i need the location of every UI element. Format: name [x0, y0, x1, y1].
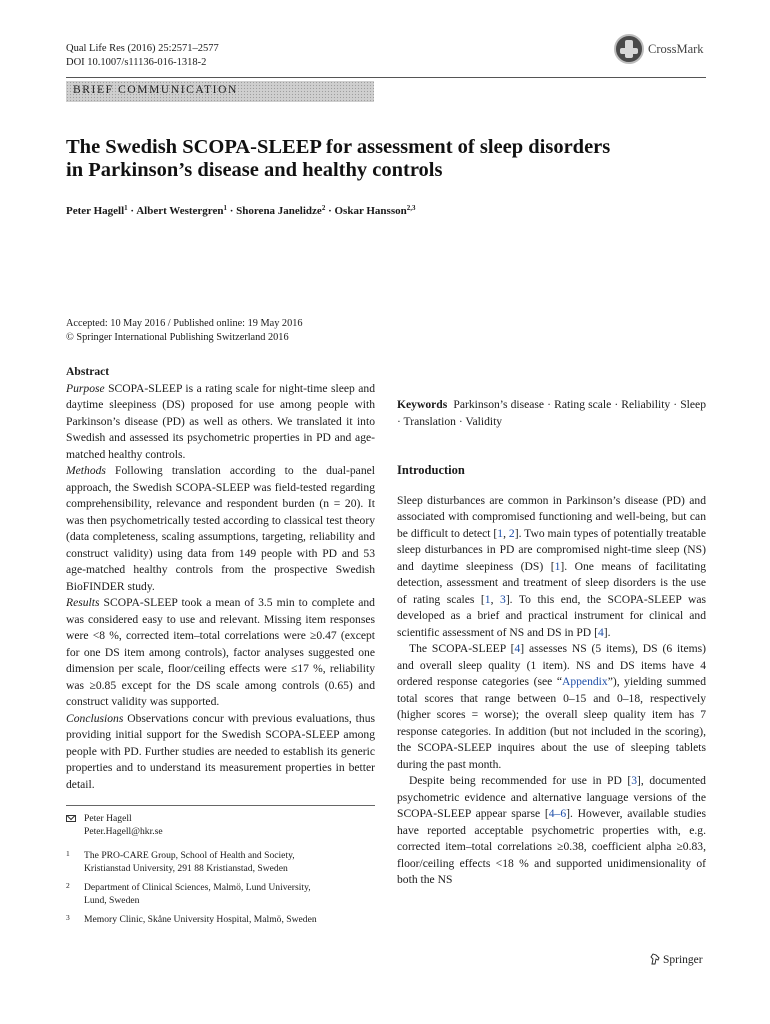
author-name[interactable]: Peter Hagell [66, 205, 125, 217]
author-affiliation: 2 [321, 204, 326, 212]
methods-label: Methods [66, 464, 106, 477]
publisher-name: Springer [663, 954, 703, 966]
affiliation-number: 1 [66, 849, 70, 858]
results-text: SCOPA-SLEEP took a mean of 3.5 min to complete and was considered easy to use and relevant. Missing item responses were <8 %, corrected item–total correlations were ≥0.47 (except for one DS item among controls), factor analyses suggested one dimension per scale, floor/ceiling effects were ≤17 %, reliability was ≥0.85 except for the DS scale among controls (0.65) and construct validity was supported. [66, 596, 375, 708]
author-affiliation: 2,3 [406, 204, 416, 212]
abstract-results [66, 595, 375, 711]
keywords-text: Parkinson’s disease · Rating scale · Reliability · Sleep · Translation · Validity [397, 398, 706, 428]
abstract-purpose [66, 381, 375, 464]
abstract [66, 364, 375, 793]
envelope-icon [66, 815, 76, 822]
journal-header [66, 42, 219, 70]
journal-citation: Qual Life Res (2016) 25:2571–2577 [66, 43, 219, 54]
affiliation-number: 2 [66, 881, 70, 890]
section-label: BRIEF COMMUNICATION [73, 84, 238, 96]
author-name[interactable]: Oskar Hansson [334, 205, 407, 217]
introduction-heading: Introduction [397, 463, 465, 477]
text: ], documented psychometric evidence and alternative language versions of the SCOPA-SLEEP appear sparse [ [397, 774, 706, 820]
author-list [66, 204, 415, 217]
abstract-conclusions [66, 711, 375, 794]
citation-link[interactable]: 3 [631, 774, 638, 787]
affiliation-line: The PRO-CARE Group, School of Health and Society, [84, 850, 295, 861]
text: ]. However, available studies have reported acceptable psychometric properties with, e.g. corrected item–total correlations ≥0.38, coefficient alpha ≥0.83, floor/ceiling effects <18 % and supported unidimensionality of both the NS [397, 807, 706, 886]
title-line-2: in Parkinson’s disease and healthy controls [66, 159, 443, 181]
purpose-label: Purpose [66, 381, 105, 395]
text: The SCOPA-SLEEP [ [409, 642, 515, 655]
crossmark-badge[interactable] [614, 34, 714, 68]
author-name[interactable]: Albert Westergren [136, 205, 224, 217]
methods-text: Following translation according to the dual-panel approach, the Swedish SCOPA-SLEEP was field-tested regarding comprehensibility, relevance and respondent burden (n = 20). It was then psychometrically tested according to classical test theory (data completeness, scaling assumptions, targeting, reliability and construct validity) using data from 149 people with PD and 53 age-matched healthy controls from the prospective Swedish BioFINDER study. [66, 464, 375, 593]
text: ”), yielding summed total scores that range between 0–15 and 0–18, respectively (higher scores = worse); the overall sleep quality item has 7 response categories. In addition (but not included in the scoring), the SCOPA-SLEEP inquires about the use of sleeping tablets during the past month. [397, 675, 706, 771]
contact-email[interactable]: Peter.Hagell@hkr.se [84, 825, 163, 837]
conclusions-label: Conclusions [66, 711, 124, 725]
citation-link[interactable]: 3 [500, 592, 506, 606]
affiliation-line: Department of Clinical Sciences, Malmö, Lund University, [84, 882, 311, 893]
intro-paragraph-2 [397, 641, 706, 773]
text: ]. [603, 625, 611, 639]
contact-name: Peter Hagell [84, 813, 132, 824]
author-affiliation: 1 [223, 204, 227, 212]
crossmark-label: CrossMark [648, 42, 704, 56]
citation-link[interactable]: 1 [497, 526, 504, 540]
text: ] assesses NS (5 items), DS (6 items) and overall sleep quality (1 item). NS and DS items have 4 ordered response categories (see “ [397, 642, 706, 688]
text: Despite being recommended for use in PD [ [409, 774, 632, 787]
author-name[interactable]: Shorena Janelidze [236, 205, 322, 217]
author-separator: · [127, 205, 137, 217]
abstract-methods [66, 463, 375, 595]
citation-link[interactable]: 2 [508, 526, 515, 540]
intro-paragraph-1 [397, 493, 706, 642]
affiliation-line: Kristianstad University, 291 88 Kristianstad, Sweden [84, 862, 288, 874]
citation-link[interactable]: 4 [597, 625, 604, 639]
citation-link[interactable]: 1 [554, 559, 561, 573]
section-banner [66, 81, 374, 102]
article-title [66, 136, 706, 182]
text: Sleep disturbances are common in Parkinson’s disease (PD) and associated with compromised functioning and well-being, but can be difficult to detect [ [397, 493, 706, 540]
publication-dates [66, 317, 303, 345]
abstract-heading: Abstract [66, 365, 110, 378]
text: , [503, 526, 509, 540]
author-separator: · [325, 205, 335, 217]
right-column [397, 364, 706, 889]
footnote-rule [66, 805, 375, 806]
title-line-1: The Swedish SCOPA-SLEEP for assessment of sleep disorders [66, 136, 611, 158]
text: ]. To this end, the SCOPA-SLEEP was developed as a brief and practical instrument for clinical and scientific assessment of NS and DS in PD [ [397, 592, 706, 639]
doi[interactable]: DOI 10.1007/s11136-016-1318-2 [66, 57, 207, 68]
header-rule [66, 77, 706, 78]
author-affiliation: 1 [124, 204, 128, 212]
text: ]. One means of facilitating detection, assessment and treatment of sleep disorders is the use of rating scales [ [397, 559, 706, 606]
conclusions-text: Observations concur with previous evaluations, thus providing initial support for the Swedish SCOPA-SLEEP among people with PD. Further studies are needed to establish its generic properties and to understand its measurement properties in better detail. [66, 711, 376, 791]
citation-link[interactable]: 1 [484, 592, 491, 606]
text: ]. Two main types of potentially treatable sleep disturbances in PD are compromised night-time sleep (NS) and daytime sleepiness (DS) [ [397, 526, 707, 573]
affiliation-line: Lund, Sweden [84, 894, 140, 906]
publisher-logo [650, 953, 703, 966]
affiliation-line: Memory Clinic, Skåne University Hospital, Malmö, Sweden [84, 914, 317, 925]
citation-link[interactable]: 4 [514, 642, 521, 655]
affiliation-number: 3 [66, 913, 70, 922]
keywords [397, 397, 706, 430]
keywords-label: Keywords [397, 398, 448, 411]
appendix-link[interactable]: Appendix [561, 675, 608, 688]
results-label: Results [66, 596, 100, 609]
springer-horse-icon [650, 953, 660, 965]
purpose-text: SCOPA-SLEEP is a rating scale for night-time sleep and daytime sleepiness (DS) proposed for use among people with Parkinson’s disease (PD) as well as others. We translated it into Swedish and assessed its psychometric properties in PD and age-matched healthy controls. [66, 381, 375, 461]
citation-link[interactable]: 4–6 [548, 807, 567, 820]
intro-paragraph-3 [397, 773, 706, 889]
copyright-line: © Springer International Publishing Switzerland 2016 [66, 332, 289, 343]
author-separator: · [226, 205, 237, 217]
text: , [490, 592, 501, 606]
crossmark-icon [614, 34, 644, 64]
accepted-date: Accepted: 10 May 2016 / Published online: 19 May 2016 [66, 318, 303, 329]
